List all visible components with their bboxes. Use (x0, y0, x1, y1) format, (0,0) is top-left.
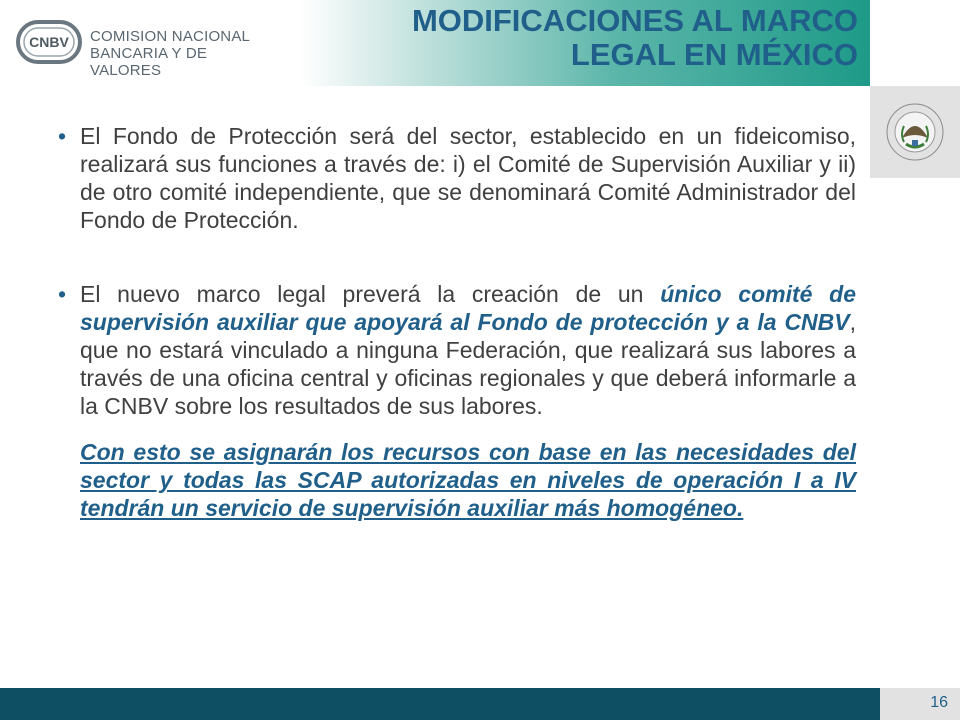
cnbv-logo (14, 14, 264, 79)
slide-content (58, 122, 856, 522)
logo-text (90, 28, 264, 79)
seal-box (870, 86, 960, 178)
slide-title (412, 4, 858, 72)
bullet-2 (58, 280, 856, 420)
bullet-2-text-after: , que no estará vinculado a ninguna Federación, que realizará sus labores a través de una oficina central y oficinas regionales y que deberá informarle a la CNBV sobre los resultados de sus labores. (80, 309, 856, 419)
footer-bar (0, 688, 880, 720)
bullet-dot: • (58, 123, 67, 149)
title-line-1: MODIFICACIONES AL MARCO (411, 3, 858, 38)
bullet-2-text-before: El nuevo marco legal preverá la creación de un (80, 281, 661, 307)
page-number-box (880, 688, 960, 720)
conclusion-text: Con esto se asignarán los recursos con base en las necesidades del sector y todas las SCAP autorizadas en niveles de operación I a IV tendrán un servicio de supervisión auxiliar más homogéneo. (80, 439, 856, 521)
title-bar (300, 0, 870, 86)
title-line-2: LEGAL EN MÉXICO (570, 37, 858, 72)
logo-line-1: COMISION NACIONAL (90, 28, 251, 45)
bullet-1-text: El Fondo de Protección será del sector, establecido en un fideicomiso, realizará sus funciones a través de: i) el Comité de Supervisión Auxiliar y ii) de otro comité independiente, que se denominará Comité Administrador del Fondo de Protección. (80, 123, 856, 233)
bullet-dot: • (58, 281, 67, 307)
logo-line-2: BANCARIA Y DE VALORES (90, 45, 208, 79)
logo-mark-text: CNBV (29, 34, 69, 50)
cnbv-logo-icon (14, 14, 84, 70)
bullet-1 (58, 122, 856, 234)
bullet-2-emphasis: único comité de supervisión auxiliar que apoyará al Fondo de protección y a la CNBV (80, 281, 856, 335)
mexico-coat-of-arms-icon (882, 94, 948, 170)
page-number: 16 (930, 694, 948, 711)
